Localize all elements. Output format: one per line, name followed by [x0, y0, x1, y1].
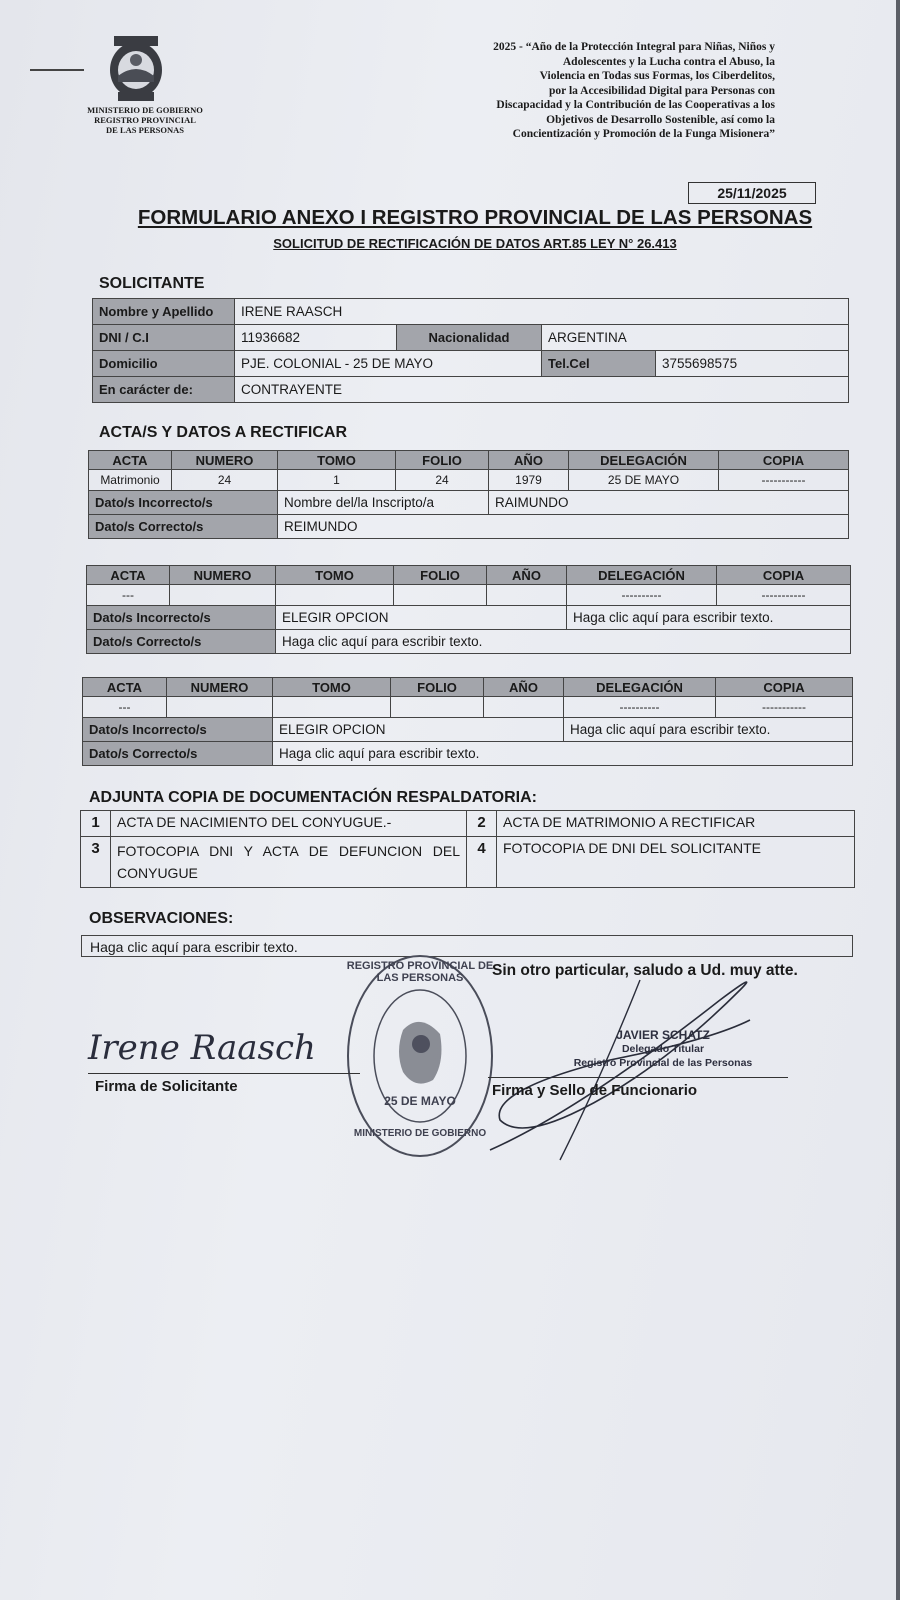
- motto-line: Discapacidad y la Contribución de las Cooperativas a los: [496, 99, 775, 111]
- staple-mark: [28, 64, 88, 76]
- address-label: Domicilio: [93, 351, 235, 377]
- nationality-label: Nacionalidad: [397, 325, 542, 351]
- incorrect-value-field[interactable]: RAIMUNDO: [489, 491, 849, 515]
- acta-type-field[interactable]: ---: [83, 697, 167, 718]
- delegacion-field[interactable]: ----------: [567, 585, 717, 606]
- incorrect-field-select[interactable]: ELEGIR OPCION: [273, 718, 564, 742]
- col-numero: NUMERO: [170, 566, 276, 585]
- acta-type-field[interactable]: Matrimonio: [89, 470, 172, 491]
- official-office: Registro Provincial de las Personas: [573, 1057, 753, 1069]
- tomo-field[interactable]: [273, 697, 391, 718]
- numero-field[interactable]: [170, 585, 276, 606]
- doc-number: 2: [467, 811, 497, 837]
- documentation-heading: ADJUNTA COPIA DE DOCUMENTACIÓN RESPALDATORIA:: [89, 789, 537, 806]
- official-name: JAVIER SCHATZ: [616, 1028, 710, 1042]
- dni-label: DNI / C.I: [93, 325, 235, 351]
- col-delegacion: DELEGACIÓN: [564, 678, 716, 697]
- copia-field[interactable]: -----------: [717, 585, 851, 606]
- doc-number: 3: [81, 837, 111, 888]
- applicant-signature-label: Firma de Solicitante: [95, 1078, 238, 1095]
- form-title: FORMULARIO ANEXO I REGISTRO PROVINCIAL DE LAS PERSONAS: [137, 206, 813, 229]
- col-copia: COPIA: [719, 451, 849, 470]
- motto-line: Adolescentes y la Lucha contra el Abuso, la: [562, 55, 775, 68]
- col-folio: FOLIO: [391, 678, 484, 697]
- anio-field[interactable]: [487, 585, 567, 606]
- col-copia: COPIA: [716, 678, 853, 697]
- motto-line: Concientización y Promoción de la Funga Misionera”: [512, 128, 775, 140]
- correct-value-field[interactable]: REIMUNDO: [278, 515, 849, 539]
- doc-number: 1: [81, 811, 111, 837]
- acta-block-1: [88, 450, 849, 539]
- folio-field[interactable]: 24: [396, 470, 489, 491]
- correct-label: Dato/s Correcto/s: [89, 515, 278, 539]
- ministry-line: MINISTERIO DE GOBIERNO: [87, 105, 203, 115]
- numero-field[interactable]: 24: [172, 470, 278, 491]
- incorrect-value-field[interactable]: Haga clic aquí para escribir texto.: [567, 606, 851, 630]
- col-copia: COPIA: [717, 566, 851, 585]
- year-motto: [380, 40, 775, 142]
- incorrect-value-field[interactable]: Haga clic aquí para escribir texto.: [564, 718, 853, 742]
- capacity-field[interactable]: CONTRAYENTE: [235, 377, 849, 403]
- motto-line: por la Accesibilidad Digital para Personas con: [549, 84, 775, 97]
- col-acta: ACTA: [83, 678, 167, 697]
- stamp-outer-text: REGISTRO PROVINCIAL DE LAS PERSONAS: [346, 960, 494, 984]
- acta-block-2: [86, 565, 851, 654]
- observations-heading: OBSERVACIONES:: [89, 910, 234, 927]
- official-title: Delegado Titular: [621, 1043, 705, 1055]
- correct-value-field[interactable]: Haga clic aquí para escribir texto.: [273, 742, 853, 766]
- capacity-label: En carácter de:: [93, 377, 235, 403]
- correct-label: Dato/s Correcto/s: [87, 630, 276, 654]
- observations-field[interactable]: Haga clic aquí para escribir texto.: [81, 935, 853, 957]
- motto-line: 2025 - “Año de la Protección Integral para Niñas, Niños y: [493, 41, 775, 53]
- motto-line: Violencia en Todas sus Formas, los Ciberdelitos,: [539, 70, 775, 82]
- col-delegacion: DELEGACIÓN: [567, 566, 717, 585]
- stamp-inner-text: 25 DE MAYO: [384, 1094, 456, 1108]
- incorrect-label: Dato/s Incorrecto/s: [89, 491, 278, 515]
- doc-item[interactable]: ACTA DE NACIMIENTO DEL CONYUGUE.-: [111, 811, 467, 837]
- delegacion-field[interactable]: 25 DE MAYO: [569, 470, 719, 491]
- incorrect-field-select[interactable]: ELEGIR OPCION: [276, 606, 567, 630]
- folio-field[interactable]: [394, 585, 487, 606]
- tomo-field[interactable]: 1: [278, 470, 396, 491]
- col-numero: NUMERO: [172, 451, 278, 470]
- stamp-bottom-text: MINISTERIO DE GOBIERNO: [353, 1128, 487, 1139]
- doc-number: 4: [467, 837, 497, 888]
- col-tomo: TOMO: [278, 451, 396, 470]
- motto-line: Objetivos de Desarrollo Sostenible, así como la: [546, 113, 775, 126]
- col-acta: ACTA: [87, 566, 170, 585]
- official-signature-scribble: [460, 960, 780, 1180]
- col-acta: ACTA: [89, 451, 172, 470]
- doc-item[interactable]: FOTOCOPIA DE DNI DEL SOLICITANTE: [497, 837, 855, 888]
- phone-label: Tel.Cel: [542, 351, 656, 377]
- col-anio: AÑO: [487, 566, 567, 585]
- numero-field[interactable]: [167, 697, 273, 718]
- phone-field[interactable]: 3755698575: [656, 351, 849, 377]
- col-folio: FOLIO: [394, 566, 487, 585]
- name-label: Nombre y Apellido: [93, 299, 235, 325]
- acta-block-3: [82, 677, 853, 766]
- col-anio: AÑO: [484, 678, 564, 697]
- dni-field[interactable]: 11936682: [235, 325, 397, 351]
- delegacion-field[interactable]: ----------: [564, 697, 716, 718]
- incorrect-label: Dato/s Incorrecto/s: [87, 606, 276, 630]
- folio-field[interactable]: [391, 697, 484, 718]
- solicitante-table: [92, 298, 849, 403]
- documentation-table: [80, 810, 855, 888]
- solicitante-heading: SOLICITANTE: [99, 275, 205, 292]
- name-field[interactable]: IRENE RAASCH: [235, 299, 849, 325]
- nationality-field[interactable]: ARGENTINA: [542, 325, 849, 351]
- tomo-field[interactable]: [276, 585, 394, 606]
- incorrect-label: Dato/s Incorrecto/s: [83, 718, 273, 742]
- correct-value-field[interactable]: Haga clic aquí para escribir texto.: [276, 630, 851, 654]
- doc-item[interactable]: ACTA DE MATRIMONIO A RECTIFICAR: [497, 811, 855, 837]
- address-field[interactable]: PJE. COLONIAL - 25 DE MAYO: [235, 351, 542, 377]
- copia-field[interactable]: -----------: [719, 470, 849, 491]
- applicant-signature: Irene Raasch: [88, 1028, 316, 1068]
- copia-field[interactable]: -----------: [716, 697, 853, 718]
- actas-heading: ACTA/S Y DATOS A RECTIFICAR: [99, 424, 348, 441]
- closing-text: Sin otro particular, saludo a Ud. muy atte.: [492, 962, 798, 979]
- applicant-signature-line: [88, 1073, 360, 1074]
- form-date[interactable]: 25/11/2025: [688, 182, 816, 204]
- col-folio: FOLIO: [396, 451, 489, 470]
- incorrect-field-select[interactable]: Nombre del/la Inscripto/a: [278, 491, 489, 515]
- form-subtitle: SOLICITUD DE RECTIFICACIÓN DE DATOS ART.85 LEY N° 26.413: [273, 236, 677, 251]
- col-tomo: TOMO: [276, 566, 394, 585]
- anio-field[interactable]: 1979: [489, 470, 569, 491]
- province-seal-icon: [100, 34, 172, 104]
- ministry-line: DE LAS PERSONAS: [106, 125, 184, 135]
- col-anio: AÑO: [489, 451, 569, 470]
- acta-type-field[interactable]: ---: [87, 585, 170, 606]
- correct-label: Dato/s Correcto/s: [83, 742, 273, 766]
- ministry-header: [75, 105, 215, 135]
- official-signature-label: Firma y Sello de Funcionario: [492, 1082, 698, 1099]
- ministry-line: REGISTRO PROVINCIAL: [94, 115, 196, 125]
- anio-field[interactable]: [484, 697, 564, 718]
- col-delegacion: DELEGACIÓN: [569, 451, 719, 470]
- col-tomo: TOMO: [273, 678, 391, 697]
- col-numero: NUMERO: [167, 678, 273, 697]
- doc-item[interactable]: FOTOCOPIA DNI Y ACTA DE DEFUNCION DEL CONYUGUE: [111, 837, 467, 888]
